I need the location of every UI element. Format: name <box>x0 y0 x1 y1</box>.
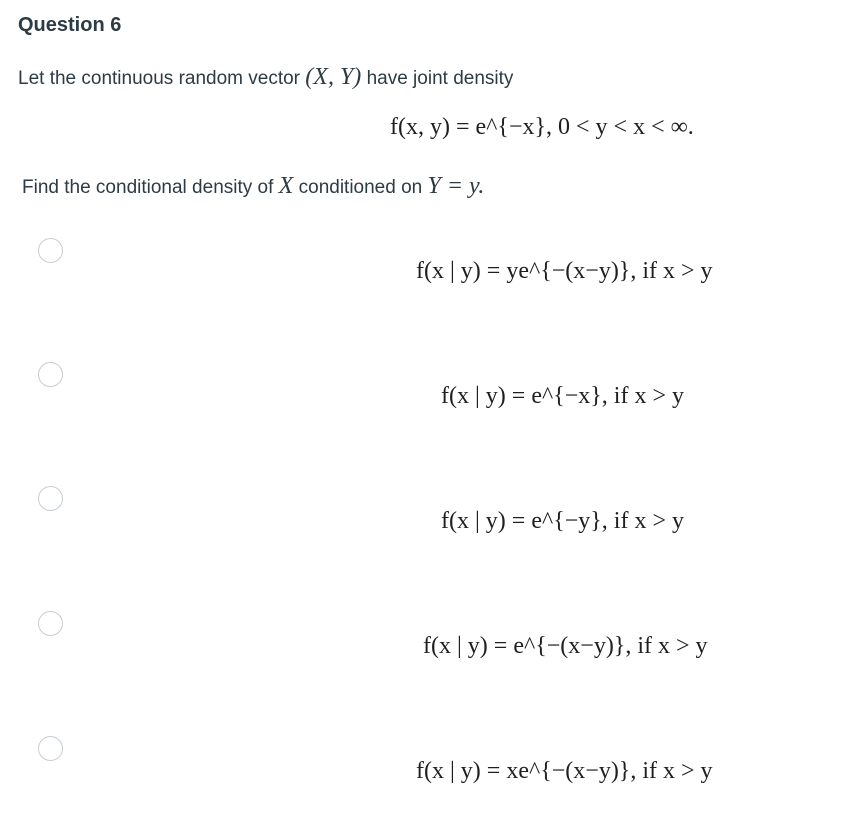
question-title: Question 6 <box>18 14 122 36</box>
intro-vector: (X, Y) <box>305 64 362 90</box>
option-formula: f(x | y) = e^{−y}, if x > y <box>441 508 684 534</box>
option-formula: f(x | y) = ye^{−(x−y)}, if x > y <box>416 258 713 284</box>
radio-button[interactable] <box>38 238 63 263</box>
intro-prefix: Let the continuous random vector <box>18 68 301 89</box>
find-variable: X <box>278 173 294 199</box>
find-condition: Y = y. <box>427 173 485 199</box>
answer-option-3[interactable] <box>0 480 841 590</box>
question-intro <box>18 64 513 91</box>
find-mid: conditioned on <box>298 177 423 198</box>
option-formula: f(x | y) = e^{−x}, if x > y <box>441 383 684 409</box>
radio-button[interactable] <box>38 611 63 636</box>
joint-density-equation: f(x, y) = e^{−x}, 0 < y < x < ∞. <box>390 114 694 140</box>
answer-option-2[interactable] <box>0 355 841 465</box>
option-formula: f(x | y) = e^{−(x−y)}, if x > y <box>423 633 708 659</box>
intro-suffix: have joint density <box>366 68 514 89</box>
option-formula: f(x | y) = xe^{−(x−y)}, if x > y <box>416 758 713 784</box>
radio-button[interactable] <box>38 736 63 761</box>
radio-button[interactable] <box>38 486 63 511</box>
find-prefix: Find the conditional density of <box>22 177 274 198</box>
radio-button[interactable] <box>38 362 63 387</box>
answer-option-4[interactable] <box>0 605 841 715</box>
answer-option-5[interactable] <box>0 730 841 840</box>
answer-option-1[interactable] <box>0 230 841 340</box>
question-prompt <box>22 173 484 200</box>
